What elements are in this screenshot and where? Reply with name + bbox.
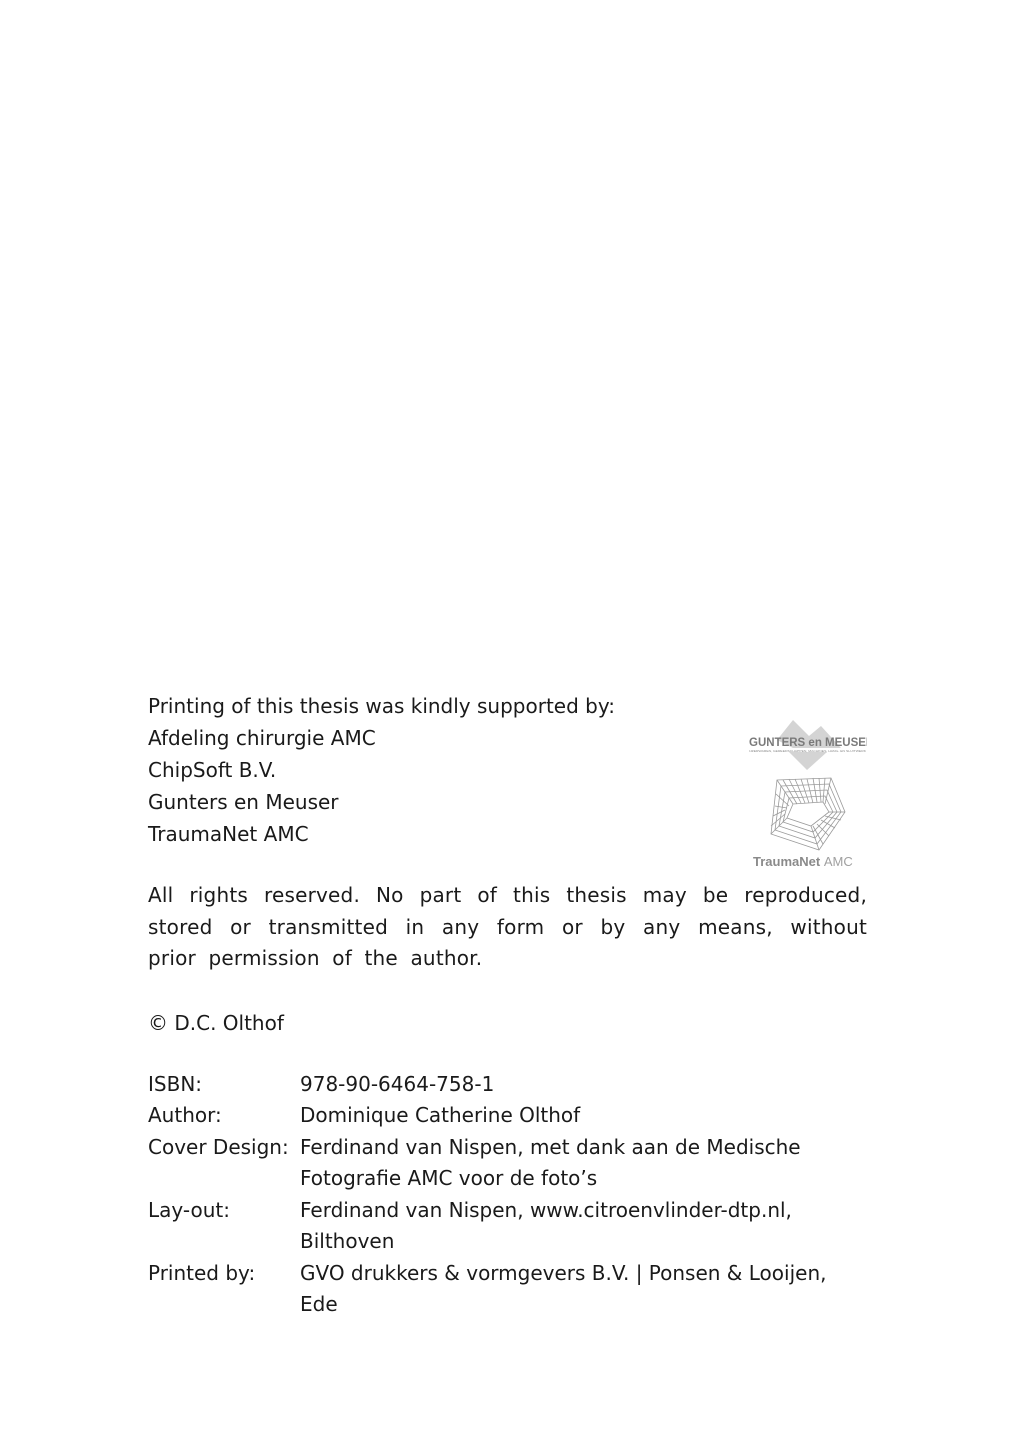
traumanet-amc-logo xyxy=(749,772,867,872)
detail-row-isbn xyxy=(148,1069,867,1101)
gunters-logo-tagline: IJZERWAREN, GEREEDSCHAPPEN, MACHINES, HANG- EN SLUITWERK xyxy=(749,749,866,753)
sponsor-item: TraumaNet AMC xyxy=(148,822,309,846)
detail-value: Ferdinand van Nispen, met dank aan de Medische Fotografie AMC voor de foto’s xyxy=(300,1134,801,1190)
detail-value: 978-90-6464-758-1 xyxy=(300,1071,495,1096)
rights-statement: All rights reserved. No part of this thesis may be reproduced, stored or transmitted in any form or by any means, without prior permission of the author. xyxy=(148,883,867,970)
sponsor-item: ChipSoft B.V. xyxy=(148,758,277,782)
detail-row-cover-design xyxy=(148,1132,867,1195)
sponsor-logos xyxy=(749,718,867,872)
detail-value: GVO drukkers & vormgevers B.V. | Ponsen & Looijen, Ede xyxy=(300,1260,827,1316)
sponsors-heading: Printing of this thesis was kindly supported by: xyxy=(148,694,615,718)
copyright-notice: © D.C. Olthof xyxy=(148,1010,284,1035)
detail-row-layout xyxy=(148,1195,867,1258)
sponsors-section xyxy=(148,690,867,869)
detail-row-printed-by xyxy=(148,1258,867,1321)
detail-value: Dominique Catherine Olthof xyxy=(300,1103,581,1127)
sponsor-item: Gunters en Meuser xyxy=(148,790,339,814)
detail-label: ISBN: xyxy=(148,1071,203,1096)
traumanet-logo-suffix: AMC xyxy=(823,854,853,869)
traumanet-logo-name: TraumaNet xyxy=(753,854,821,869)
detail-label: Cover Design: xyxy=(148,1134,289,1159)
colophon xyxy=(148,690,867,1321)
sponsor-item: Afdeling chirurgie AMC xyxy=(148,726,376,750)
publication-details xyxy=(148,1069,867,1321)
gunters-en-meuser-logo xyxy=(749,718,867,770)
detail-label: Printed by: xyxy=(148,1260,256,1285)
gunters-logo-text: GUNTERS en MEUSER xyxy=(749,737,867,749)
detail-row-author xyxy=(148,1100,867,1132)
detail-label: Lay-out: xyxy=(148,1197,230,1222)
detail-label: Author: xyxy=(148,1103,222,1127)
traumanet-spiral-icon xyxy=(749,772,867,852)
detail-value: Ferdinand van Nispen, www.citroenvlinder-dtp.nl, Bilthoven xyxy=(300,1197,792,1253)
traumanet-logo-text xyxy=(753,854,853,869)
